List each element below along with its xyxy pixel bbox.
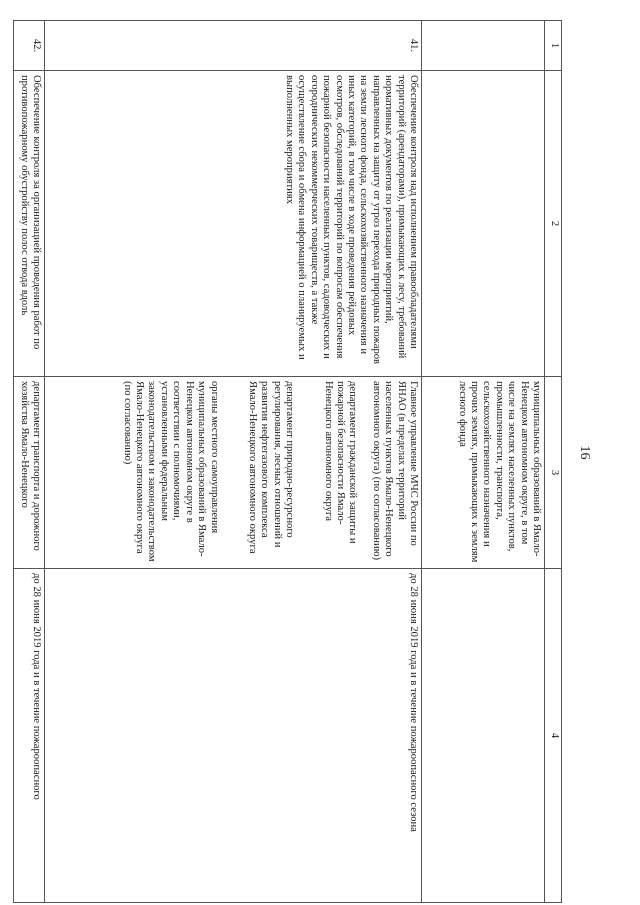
- executors-cell: [422, 377, 545, 569]
- table-row: [45, 21, 422, 903]
- executor-text: департамент природно-ресурсного регулирования, лесных отношений и развития нефтегазового комплекса Ямало-Ненецкого автономного округа: [246, 381, 296, 554]
- task-cell: [422, 71, 545, 377]
- row-number: 42.: [14, 21, 45, 71]
- executor-text: Главное управление МЧС России по ЯНАО (в пределах территорий населенных пунктов Ямало-Ненецкого автономного округа) (по согласованию): [370, 381, 419, 561]
- page-number: 16: [577, 445, 592, 460]
- task-cell: Обеспечение контроля над исполнением правообладателями территорий (арендаторами), примыкающих к лесу, требований нормативных документов по реализации мероприятий, направленных на защиту от угроз перехода природных пожаров на земли лесного фонда, сельскохозяйственного назначения и иных категорий, в том числе в ходе проведения рейдовых осмотров, обследований территорий по вопросам обеспечения пожарной безопасности населенных пунктов, садоводческих и огороднических некоммерческих товариществ, а также осуществление сбора и обмена информацией о планируемых и выполненных мероприятиях: [45, 71, 422, 377]
- table-row: [422, 21, 545, 903]
- measures-table: [13, 20, 562, 903]
- column-header-task: 2: [545, 71, 562, 377]
- executor-text: департамент гражданской защиты и пожарной безопасности Ямало-Ненецкого автономного округа: [322, 381, 359, 544]
- executors-cell: [14, 377, 45, 569]
- task-cell: Обеспечение контроля за организацией проведения работ по противопожарному обустройству полос отвода вдоль: [14, 71, 45, 377]
- deadline-cell: до 28 июня 2019 года и в течение пожароопасного сезона: [45, 569, 422, 903]
- executor-text: органы местного самоуправления муниципальных образований в Ямало-Ненецком автономном округе в соответствии с полномочиями, установленными федеральным законодательством и законодательством Ямало-Ненецкого автономного округа (по согласованию): [121, 381, 220, 562]
- column-header-deadline: 4: [545, 569, 562, 903]
- row-number: 41.: [45, 21, 422, 71]
- executor-text: муниципальных образований в Ямало-Ненецком автономном округе, в том числе на землях населенных пунктов, промышленности, транспорта, сельскохозяйственного назначения и прочих землях, примыкающих к землям лесного фонда: [456, 381, 542, 563]
- executor-text: департамент транспорта и дорожного хозяйства Ямало-Ненецкого: [18, 381, 42, 551]
- deadline-cell: [422, 569, 545, 903]
- row-number: [422, 21, 545, 71]
- column-header-number: 1: [545, 21, 562, 71]
- column-header-executors: 3: [545, 377, 562, 569]
- executors-cell: [45, 377, 422, 569]
- table-header-row: [545, 21, 562, 903]
- deadline-cell: до 28 июня 2019 года и в течение пожароопасного: [14, 569, 45, 903]
- table-row: [14, 21, 45, 903]
